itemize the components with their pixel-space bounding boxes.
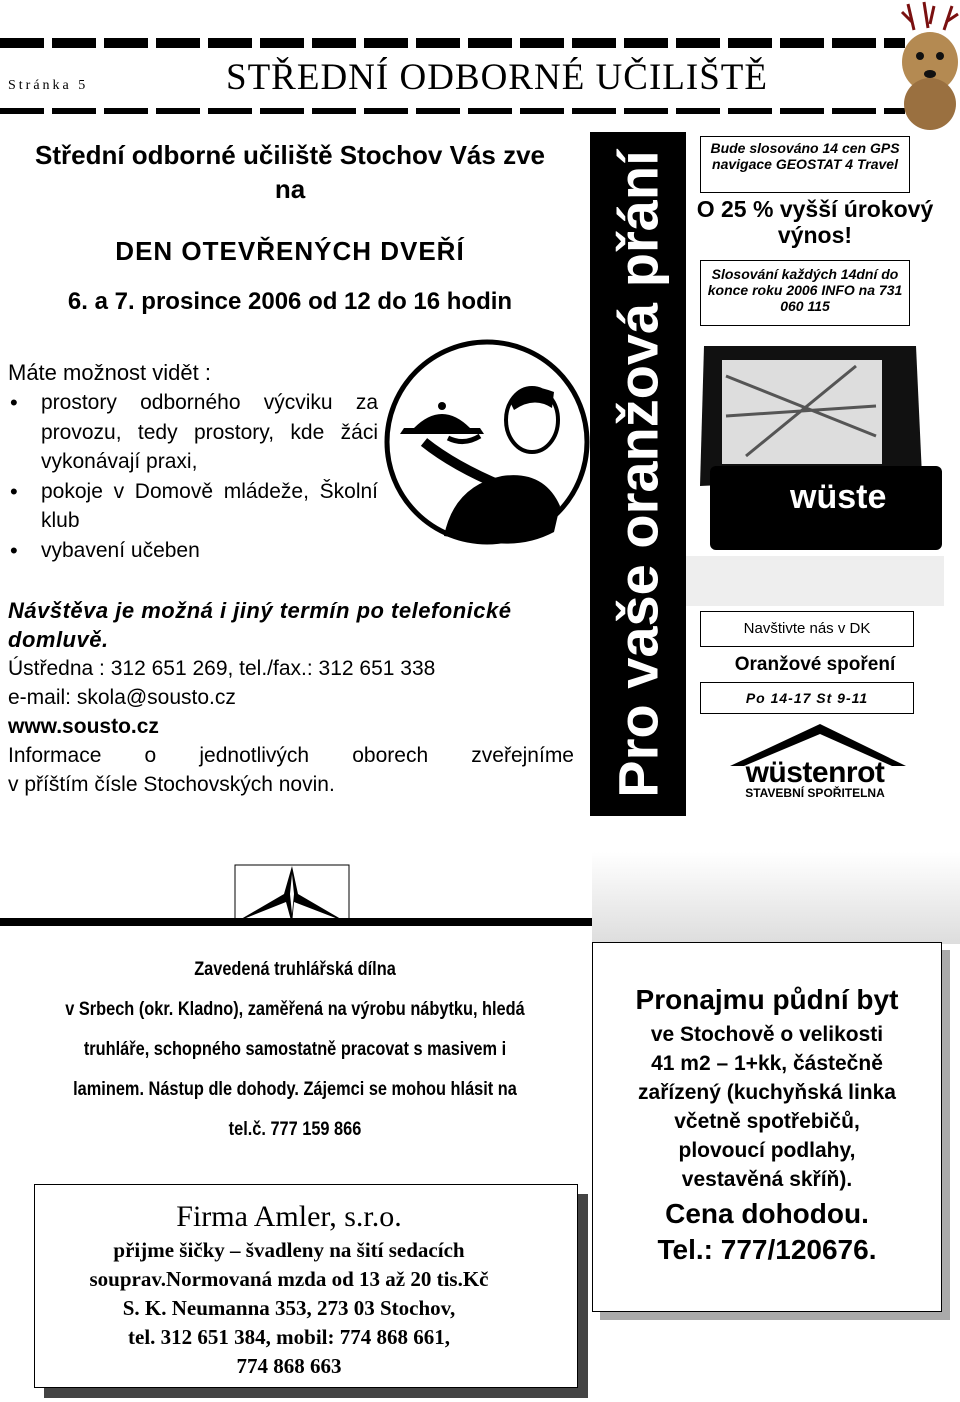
open-day-dates: 6. a 7. prosince 2006 od 12 do 16 hodin bbox=[67, 288, 513, 315]
email-text[interactable]: e-mail: skola@sousto.cz bbox=[8, 686, 236, 709]
flat-phone: Tel.: 777/120676. bbox=[657, 1234, 877, 1265]
header-stripe-top bbox=[0, 38, 905, 48]
page-number: Stránka 5 bbox=[8, 78, 89, 93]
joinery-phone: tel.č. 777 159 866 bbox=[228, 1119, 362, 1140]
flat-text bbox=[592, 1020, 942, 1194]
phone-text: Ústředna : 312 651 269, tel./fax.: 312 651 338 bbox=[8, 657, 436, 680]
page-title: STŘEDNÍ ODBORNÉ UČILIŠTĚ bbox=[226, 57, 768, 98]
gradient-panel bbox=[592, 852, 960, 944]
ad-visit-box: Navštivte nás v DK bbox=[700, 611, 914, 647]
flat-title: Pronajmu půdní byt bbox=[635, 984, 899, 1015]
flat-line: vestavěná skříň). bbox=[681, 1168, 853, 1191]
flat-price bbox=[592, 1196, 942, 1268]
open-day-heading: DEN OTEVŘENÝCH DVEŘÍ bbox=[115, 236, 465, 266]
joinery-line: Zavedená truhlářská dílna bbox=[194, 959, 396, 980]
flat-line: 41 m2 – 1+kk, částečně bbox=[651, 1052, 883, 1075]
compass-ornament bbox=[234, 864, 350, 926]
flat-line: ve Stochově o velikosti bbox=[650, 1023, 884, 1046]
reindeer-dog-illustration bbox=[894, 0, 960, 132]
info-text-line2: v příštím čísle Stochovských novin. bbox=[8, 773, 335, 796]
info-text-line1: Informace o jednotlivých oborech zveřejníme bbox=[8, 744, 574, 767]
features-intro: Máte možnost vidět : bbox=[8, 360, 211, 385]
amler-line: souprav.Normovaná mzda od 13 až 20 tis.Kč bbox=[89, 1267, 489, 1291]
ad-vertical-slogan: Pro vaše oranžová přání bbox=[606, 150, 670, 798]
list-item: • pokoje v Domově mládeže, Školní klub bbox=[8, 477, 378, 536]
waiter-illustration bbox=[384, 336, 590, 548]
amler-title: Firma Amler, s.r.o. bbox=[176, 1200, 402, 1233]
joinery-line: laminem. Nástup dle dohody. Zájemci se mohou hlásit na bbox=[73, 1079, 517, 1100]
joinery-ad bbox=[59, 950, 532, 1150]
joinery-line: truhláře, schopného samostatně pracovat s masivem i bbox=[83, 1039, 507, 1060]
visit-note: Návštěva je možná i jiný termín po telefonické domluvě. bbox=[8, 598, 512, 652]
header-stripe-bottom bbox=[0, 108, 905, 114]
flat-price-text: Cena dohodou. bbox=[665, 1198, 869, 1229]
amler-line: tel. 312 651 384, mobil: 774 868 661, bbox=[128, 1325, 450, 1349]
flat-line: včetně spotřebičů, bbox=[674, 1110, 860, 1133]
flat-line: zařízený (kuchyňská linka bbox=[638, 1081, 896, 1104]
section-divider bbox=[0, 918, 592, 926]
amler-text bbox=[34, 1236, 544, 1381]
amler-line: S. K. Neumanna 353, 273 03 Stochov, bbox=[122, 1296, 456, 1320]
contacts-block bbox=[8, 654, 574, 799]
web-link[interactable]: www.sousto.cz bbox=[8, 715, 159, 738]
ad-hours-box: Po 14-17 St 9-11 bbox=[700, 682, 914, 714]
ad-savings-heading: Oranžové spoření bbox=[734, 654, 896, 675]
features-list bbox=[8, 388, 378, 565]
ad-brand-subtitle: STAVEBNÍ SPOŘITELNA bbox=[745, 786, 885, 800]
invite-heading: Střední odborné učiliště Stochov Vás zve na bbox=[34, 140, 545, 204]
list-item: • prostory odborného výcviku za provozu, tedy prostory, kde žáci vykonávají praxi, bbox=[8, 388, 378, 477]
gps-label: wüste bbox=[790, 478, 887, 516]
ad-rate-headline: O 25 % vyšší úrokový výnos! bbox=[696, 196, 934, 248]
gps-device-photo bbox=[686, 336, 944, 606]
amler-line: 774 868 663 bbox=[236, 1354, 342, 1378]
ad-prize-box: Bude slosováno 14 cen GPS navigace GEOSTAT 4 Travel bbox=[700, 136, 910, 193]
list-item: • vybavení učeben bbox=[8, 536, 378, 566]
ad-brand-name: wüstenrot bbox=[745, 756, 885, 789]
ad-draw-box: Slosování každých 14dní do konce roku 2006 INFO na 731 060 115 bbox=[700, 260, 910, 326]
amler-line: přijme šičky – švadleny na šití sedacích bbox=[113, 1238, 465, 1262]
joinery-line: v Srbech (okr. Kladno), zaměřená na výrobu nábytku, hledá bbox=[65, 999, 525, 1020]
flat-line: plovoucí podlahy, bbox=[678, 1139, 856, 1162]
